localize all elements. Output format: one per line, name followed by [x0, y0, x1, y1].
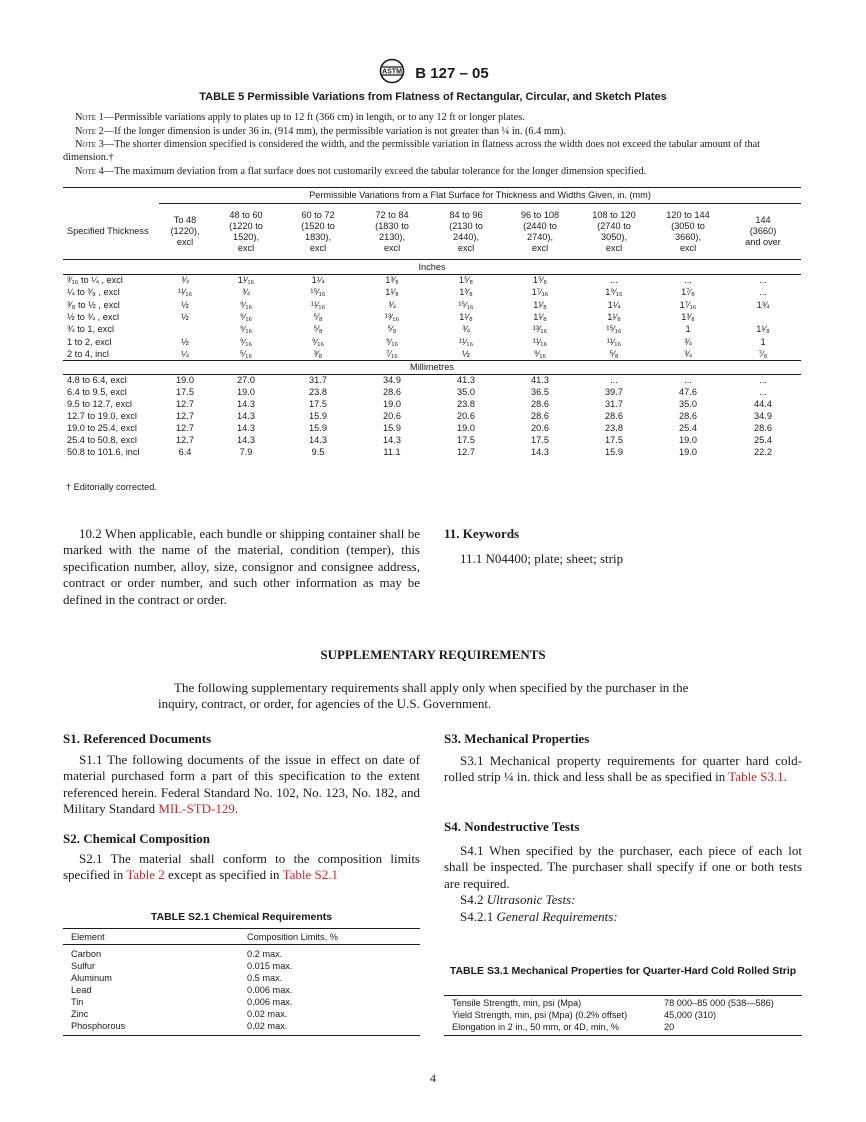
variation-cell: 44.4: [754, 399, 772, 410]
table-s3-1-title: TABLE S3.1 Mechanical Properties for Quarter-Hard Cold Rolled Strip: [449, 965, 797, 977]
s3-heading: S3. Mechanical Properties: [444, 731, 590, 746]
table-row: [63, 972, 420, 984]
variation-cell: ...: [684, 275, 692, 286]
value-cell: 0.02 max.: [247, 1021, 288, 1031]
table-row: [63, 960, 420, 972]
variation-cell: ¹¹⁄₁₆: [458, 336, 474, 347]
value-cell: 78 000–85 000 (538—586): [664, 998, 774, 1008]
variation-cell: 1¹⁄₈: [533, 299, 547, 310]
variation-cell: 20.6: [531, 423, 549, 434]
variation-cell: ...: [610, 375, 618, 386]
table-s2-1-top-rule: [63, 928, 420, 929]
variation-cell: 19.0: [457, 423, 475, 434]
label-cell: Sulfur: [71, 961, 96, 971]
variation-cell: 14.3: [237, 399, 255, 410]
variation-cell: ³⁄₈: [313, 348, 323, 359]
variation-cell: 12.7: [176, 423, 194, 434]
variation-cell: 1¹⁄₈: [459, 312, 473, 323]
variation-cell: ¾: [388, 299, 396, 310]
thickness-cell: 1 to 2, excl: [67, 336, 112, 347]
variation-cell: 19.0: [383, 399, 401, 410]
s2-text: S2.1 The material shall conform to the composition limits specified in Table 2 except as specified in Table S2.1: [63, 851, 420, 883]
thickness-cell: 9.5 to 12.7, excl: [67, 399, 132, 410]
variation-cell: ¹¹⁄₁₆: [532, 336, 548, 347]
variation-cell: 28.6: [679, 411, 697, 422]
table-row: [63, 996, 420, 1008]
variation-cell: ⁷⁄₁₆: [386, 348, 398, 359]
table-row: [444, 1021, 802, 1033]
variation-cell: 41.3: [457, 375, 475, 386]
variation-cell: 19.0: [237, 387, 255, 398]
variation-cell: 1¼: [311, 275, 325, 286]
variation-cell: ...: [684, 375, 692, 386]
variation-cell: 1¼: [607, 299, 621, 310]
value-cell: 0.5 max.: [247, 973, 283, 983]
variation-cell: 1⁷⁄₁₆: [679, 299, 697, 310]
keywords-heading: 11. Keywords: [444, 526, 520, 541]
variation-cell: ¼: [181, 348, 189, 359]
thickness-cell: 19.0 to 25.4, excl: [67, 423, 137, 434]
supplementary-heading: SUPPLEMENTARY REQUIREMENTS: [320, 647, 546, 662]
variation-cell: 1: [685, 324, 691, 335]
inches-row: [63, 311, 801, 323]
mm-row: [63, 423, 801, 435]
table5: [63, 187, 801, 459]
variation-cell: ¹⁵⁄₁₆: [606, 324, 622, 335]
s2-heading: S2. Chemical Composition: [63, 831, 210, 846]
inches-row: [63, 336, 801, 348]
variation-cell: 23.8: [457, 399, 475, 410]
width-header: 60 to 72 (1520 to 1830), excl: [281, 204, 355, 260]
element-header: Element: [63, 930, 245, 944]
inches-row: [63, 275, 801, 287]
variation-cell: [159, 324, 211, 336]
variation-cell: 34.9: [383, 375, 401, 386]
variation-cell: ...: [759, 275, 767, 286]
variation-cell: 19.0: [679, 435, 697, 446]
mm-row: [63, 387, 801, 399]
value-cell: 0.006 max.: [247, 985, 293, 995]
table-s2-1-link[interactable]: Table S2.1: [282, 867, 338, 883]
variation-cell: ⁷⁄₈: [758, 348, 768, 359]
width-header: 48 to 60 (1220 to 1520), excl: [211, 204, 281, 260]
note-2: Note 2—If the longer dimension is under 36 in. (914 mm), the permissible variation is not greater than ¼ in. (6.4 mm).: [75, 125, 566, 137]
variation-cell: 27.0: [237, 375, 255, 386]
s1-text: S1.1 The following documents of the issue in effect on date of material purchased form a part of this specification to the extent referenced herein. Federal Standard No. 102, No. 123, No. 182, and Military Standard MIL-STD-129.: [63, 752, 420, 817]
thickness-cell: 50.8 to 101.6, incl: [67, 447, 140, 458]
variation-cell: ⁵⁄₈: [387, 324, 397, 335]
variation-cell: 19.0: [176, 375, 194, 386]
variation-cell: 47.6: [679, 387, 697, 398]
s3-text: S3.1 Mechanical property requirements for quarter hard cold-rolled strip ¼ in. thick and less shall be as specified in Table S3.1.: [444, 753, 802, 785]
variation-cell: 14.3: [237, 435, 255, 446]
variation-cell: 22.2: [754, 447, 772, 458]
variation-cell: ⁹⁄₁₆: [239, 324, 253, 335]
s1-heading: S1. Referenced Documents: [63, 731, 212, 746]
table-row: [444, 1009, 802, 1021]
variation-cell: ¹¹⁄₁₆: [606, 336, 622, 347]
variation-cell: ¾: [684, 336, 692, 347]
width-header: 144 (3660) and over: [725, 204, 801, 260]
variation-cell: 15.9: [383, 423, 401, 434]
variation-cell: 28.6: [383, 387, 401, 398]
s4-heading: S4. Nondestructive Tests: [444, 819, 580, 834]
mm-label: Millimetres: [63, 361, 801, 375]
mm-row: [63, 435, 801, 447]
label-cell: Yield Strength, min, psi (Mpa) (0.2% offset): [452, 1010, 628, 1020]
variation-cell: ...: [759, 375, 767, 386]
mm-row: [63, 411, 801, 423]
variation-cell: ¹⁵⁄₁₆: [310, 287, 326, 298]
table-row: [63, 948, 420, 960]
inches-row: [63, 299, 801, 311]
variation-cell: ¹⁵⁄₁₆: [458, 299, 474, 310]
variation-cell: 17.5: [176, 387, 194, 398]
table-s3-1: [444, 997, 802, 1033]
table5-footnote: † Editorially corrected.: [66, 482, 157, 492]
mm-row: [63, 447, 801, 459]
variation-cell: ½: [181, 299, 189, 310]
variation-cell: 28.6: [531, 411, 549, 422]
variation-cell: ⁹⁄₁₆: [533, 348, 547, 359]
variation-cell: ¹³⁄₁₆: [384, 312, 400, 323]
variation-cell: 35.0: [679, 399, 697, 410]
thickness-cell: ³⁄₈ to ½ , excl: [67, 299, 120, 310]
variation-cell: 1⁵⁄₈: [458, 275, 474, 286]
variation-cell: 11.1: [383, 447, 401, 458]
span-header: Permissible Variations from a Flat Surface for Thickness and Widths Given, in. (mm): [159, 188, 801, 204]
variation-cell: ⁵⁄₈: [609, 348, 619, 359]
inches-row: [63, 324, 801, 336]
page-number: 4: [430, 1071, 436, 1085]
table-s3-1-top-rule: [444, 995, 802, 996]
variation-cell: 1¹⁄₈: [385, 287, 399, 298]
thickness-cell: 12.7 to 19.0, excl: [67, 411, 137, 422]
table-s3-1-link[interactable]: Table S3.1: [728, 769, 784, 785]
label-cell: Carbon: [71, 949, 102, 959]
variation-cell: ⁹⁄₁₆: [311, 336, 325, 347]
value-cell: 45,000 (310): [664, 1010, 717, 1020]
variation-cell: 6.4: [178, 447, 192, 458]
note-4: Note 4—The maximum deviation from a flat surface does not customarily exceed the tabular tolerance for the longer dimension specified.: [75, 165, 647, 177]
variation-cell: 36.5: [531, 387, 549, 398]
table-s2-1-title: TABLE S2.1 Chemical Requirements: [150, 911, 333, 923]
mm-row: [63, 399, 801, 411]
width-header: 72 to 84 (1830 to 2130), excl: [355, 204, 429, 260]
thickness-cell: ¼ to ³⁄₈ , excl: [67, 287, 120, 298]
variation-cell: 17.5: [531, 435, 549, 446]
supplementary-intro: The following supplementary requirements shall apply only when specified by the purchaser in the inquiry, contract, or order, for agencies of the U.S. Government.: [158, 680, 689, 712]
variation-cell: 14.3: [531, 447, 549, 458]
variation-cell: 17.5: [605, 435, 623, 446]
value-cell: 0.015 max.: [247, 961, 293, 971]
variation-cell: 14.3: [237, 423, 255, 434]
variation-cell: 14.3: [383, 435, 401, 446]
variation-cell: 7.9: [239, 447, 253, 458]
variation-cell: ¾: [242, 287, 250, 298]
thickness-cell: 6.4 to 9.5, excl: [67, 387, 127, 398]
variation-cell: ¾: [462, 324, 470, 335]
inches-label: Inches: [63, 260, 801, 275]
variation-cell: ¹¹⁄₁₆: [310, 299, 326, 310]
variation-cell: 1³⁄₈: [459, 287, 473, 298]
variation-cell: 9.5: [311, 447, 325, 458]
keywords-text: 11.1 N04400; plate; sheet; strip: [460, 551, 624, 566]
label-cell: Tensile Strength, min, psi (Mpa): [452, 998, 582, 1008]
variation-cell: 23.8: [605, 423, 623, 434]
composition-header: Composition Limits, %: [245, 930, 420, 944]
variation-cell: ¹³⁄₁₆: [532, 324, 548, 335]
variation-cell: ½: [462, 348, 470, 359]
astm-logo-icon: [377, 58, 407, 89]
variation-cell: 17.5: [457, 435, 475, 446]
variation-cell: 15.9: [309, 423, 327, 434]
table5-notes: [63, 111, 803, 178]
inches-row: [63, 287, 801, 299]
section-10-2: 10.2 When applicable, each bundle or shipping container shall be marked with the name of the material, condition (temper), this specification number, alloy, size, consignor and consignee address, contract or order number, and such other information as may be defined in the contract or order.: [63, 526, 420, 607]
variation-cell: 39.7: [605, 387, 623, 398]
note-1: Note 1—Permissible variations apply to plates up to 12 ft (366 cm) in length, or to any 12 ft or longer plates.: [75, 112, 525, 123]
variation-cell: 23.8: [309, 387, 327, 398]
variation-cell: 19.0: [679, 447, 697, 458]
variation-cell: 12.7: [176, 435, 194, 446]
label-cell: Elongation in 2 in., 50 mm, or 4D, min, %: [452, 1022, 619, 1032]
variation-cell: ⁹⁄₁₆: [239, 312, 253, 323]
variation-cell: 31.7: [309, 375, 327, 386]
variation-cell: 28.6: [531, 399, 549, 410]
s4-2: S4.2 Ultrasonic Tests:: [460, 892, 576, 908]
variation-cell: 15.9: [605, 447, 623, 458]
thickness-cell: ³⁄₁₆ to ¼ , excl: [67, 275, 123, 286]
variation-cell: ¹¹⁄₁₆: [177, 287, 193, 298]
variation-cell: ⁵⁄₈: [313, 324, 323, 335]
variation-cell: 20.6: [383, 411, 401, 422]
variation-cell: ¾: [181, 275, 189, 286]
variation-cell: 31.7: [605, 399, 623, 410]
variation-cell: 15.9: [309, 411, 327, 422]
variation-cell: 1³⁄₈: [385, 275, 399, 286]
label-cell: Tin: [71, 997, 84, 1007]
variation-cell: 1¹⁄₈: [607, 312, 621, 323]
variation-cell: 25.4: [754, 435, 772, 446]
variation-cell: 1¹⁄₈: [533, 312, 547, 323]
variation-cell: 41.3: [531, 375, 549, 386]
table-s2-1-bottom-rule: [63, 1035, 420, 1036]
table-2-link[interactable]: Table 2: [126, 867, 165, 883]
variation-cell: 28.6: [754, 423, 772, 434]
label-cell: Aluminum: [71, 973, 112, 983]
variation-cell: [725, 311, 801, 323]
width-header: To 48 (1220), excl: [159, 204, 211, 260]
thickness-header: Specified Thickness: [63, 204, 159, 260]
thickness-cell: 25.4 to 50.8, excl: [67, 435, 137, 446]
variation-cell: 28.6: [605, 411, 623, 422]
variation-cell: 1⁷⁄₈: [681, 287, 695, 298]
inches-row: [63, 348, 801, 360]
label-cell: Zinc: [71, 1009, 89, 1019]
thickness-cell: 4.8 to 6.4, excl: [67, 375, 127, 386]
variation-cell: 1³⁄₈: [681, 312, 695, 323]
variation-cell: 1: [760, 336, 766, 347]
table-s3-1-bottom-rule: [444, 1035, 802, 1036]
variation-cell: ¾: [684, 348, 692, 359]
variation-cell: 1¹⁄₈: [756, 324, 770, 335]
document-header: [0, 58, 866, 89]
variation-cell: 12.7: [176, 399, 194, 410]
label-cell: Phosphorous: [71, 1021, 126, 1031]
thickness-cell: 2 to 4, incl: [67, 348, 109, 359]
note-3: Note 3—The shorter dimension specified is considered the width, and the permissible variation in flatness across the width does not exceed the tabular amount of that dimension.†: [63, 139, 761, 163]
variation-cell: ½: [181, 336, 189, 347]
label-cell: Lead: [71, 985, 92, 995]
value-cell: 20: [664, 1022, 675, 1032]
variation-cell: 35.0: [457, 387, 475, 398]
variation-cell: 14.3: [309, 435, 327, 446]
table-row: [444, 997, 802, 1009]
variation-cell: ⁹⁄₁₆: [385, 336, 399, 347]
variation-cell: ...: [610, 275, 618, 286]
table-row: [63, 984, 420, 996]
variation-cell: ...: [759, 387, 767, 398]
variation-cell: 14.3: [237, 411, 255, 422]
value-cell: 0.006 max.: [247, 997, 293, 1007]
table-row: [63, 1020, 420, 1032]
variation-cell: ...: [759, 287, 767, 298]
value-cell: 0.2 max.: [247, 949, 283, 959]
variation-cell: 17.5: [309, 399, 327, 410]
variation-cell: 12.7: [457, 447, 475, 458]
variation-cell: 1⁷⁄₁₆: [531, 287, 549, 298]
width-header: 120 to 144 (3050 to 3660), excl: [651, 204, 725, 260]
designation: B 127 – 05: [415, 65, 489, 82]
table-s2-1: [63, 930, 420, 1032]
value-cell: 0.02 max.: [247, 1009, 288, 1019]
mm-row: [63, 375, 801, 387]
width-header: 84 to 96 (2130 to 2440), excl: [429, 204, 503, 260]
s4-text: S4.1 When specified by the purchaser, each piece of each lot shall be inspected. The purchaser shall specify if one or both tests are required. S4.2 Ultrasonic Tests: S4.2.1 General Requirements:: [444, 843, 802, 924]
variation-cell: ⁹⁄₁₆: [239, 336, 253, 347]
variation-cell: 1⁹⁄₁₆: [605, 287, 623, 298]
svg-text:ASTM: ASTM: [382, 68, 403, 76]
variation-cell: 1⁵⁄₈: [532, 275, 548, 286]
variation-cell: ½: [181, 312, 189, 323]
variation-cell: ⁵⁄₈: [313, 312, 323, 323]
mil-std-129-link[interactable]: MIL-STD-129: [158, 801, 235, 817]
table-row: [63, 1008, 420, 1020]
table5-title: TABLE 5 Permissible Variations from Flatness of Rectangular, Circular, and Sketch Plates: [199, 91, 667, 103]
variation-cell: 34.9: [754, 411, 772, 422]
variation-cell: ⁹⁄₁₆: [239, 299, 253, 310]
width-header: 108 to 120 (2740 to 3050), excl: [577, 204, 651, 260]
thickness-cell: ½ to ¾ , excl: [67, 312, 120, 323]
variation-cell: ⁵⁄₁₆: [239, 348, 253, 359]
thickness-cell: ¾ to 1, excl: [67, 324, 114, 335]
variation-cell: 1¹⁄₁₆: [237, 275, 255, 286]
variation-cell: 12.7: [176, 411, 194, 422]
width-header: 96 to 108 (2440 to 2740), excl: [503, 204, 577, 260]
variation-cell: 25.4: [679, 423, 697, 434]
variation-cell: 20.6: [457, 411, 475, 422]
variation-cell: 1¾: [756, 299, 770, 310]
s4-2-1: S4.2.1 General Requirements:: [460, 908, 618, 924]
